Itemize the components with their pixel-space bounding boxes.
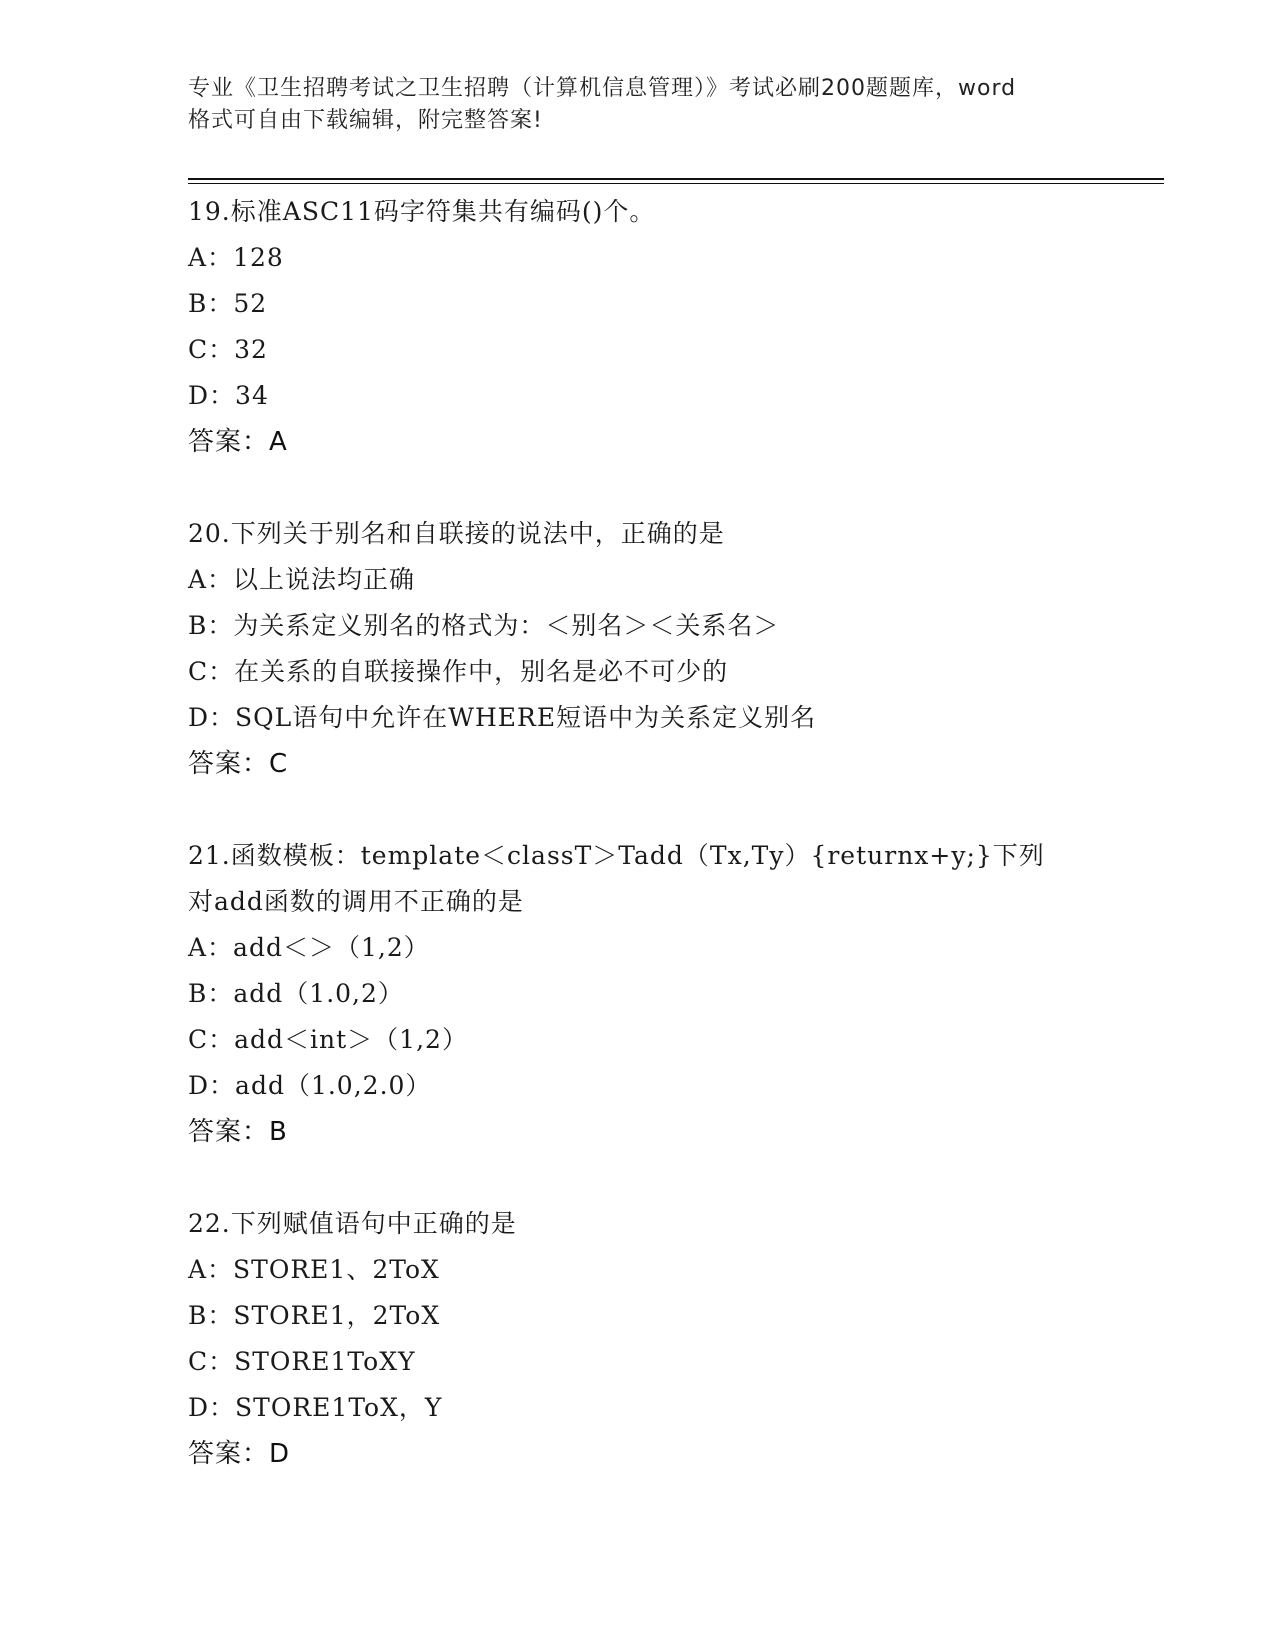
option-c: C：在关系的自联接操作中，别名是必不可少的 — [188, 657, 729, 686]
answer-line: 答案：A — [188, 427, 288, 457]
answer-line: 答案：C — [188, 749, 289, 779]
option-a: A：STORE1、2ToX — [188, 1255, 440, 1284]
question-stem-line-1: 21.函数模板：template＜classT＞Tadd（Tx,Ty）{returnx+y;}下列 — [188, 841, 1045, 870]
question-19 — [188, 189, 1088, 465]
option-a: A：128 — [188, 243, 284, 272]
option-c: C：32 — [188, 335, 268, 364]
option-b: B：add（1.0,2） — [188, 979, 404, 1008]
option-b: B：STORE1，2ToX — [188, 1301, 441, 1330]
option-c: C：STORE1ToXY — [188, 1347, 416, 1376]
option-d: D：STORE1ToX，Y — [188, 1393, 443, 1422]
option-a: A：add＜＞（1,2） — [188, 933, 430, 962]
option-b: B：52 — [188, 289, 268, 318]
question-stem: 22.下列赋值语句中正确的是 — [188, 1209, 517, 1238]
option-b: B：为关系定义别名的格式为：＜别名＞＜关系名＞ — [188, 611, 780, 640]
option-c: C：add＜int＞（1,2） — [188, 1025, 468, 1054]
header-divider-thick — [188, 178, 1164, 180]
question-stem-line-2: 对add函数的调用不正确的是 — [188, 887, 524, 916]
question-stem: 19.标准ASC11码字符集共有编码()个。 — [188, 197, 656, 226]
option-d: D：add（1.0,2.0） — [188, 1071, 432, 1100]
option-d: D：SQL语句中允许在WHERE短语中为关系定义别名 — [188, 703, 817, 732]
question-22 — [188, 1201, 1088, 1477]
header-divider-thin — [188, 183, 1164, 184]
header-line-1: 专业《卫生招聘考试之卫生招聘（计算机信息管理）》考试必刷200题题库，word — [188, 76, 1017, 101]
header-line-2: 格式可自由下载编辑，附完整答案! — [188, 108, 543, 133]
question-20 — [188, 511, 1088, 787]
document-header — [188, 73, 1088, 137]
answer-line: 答案：B — [188, 1117, 288, 1147]
option-a: A：以上说法均正确 — [188, 565, 416, 594]
option-d: D：34 — [188, 381, 269, 410]
question-stem: 20.下列关于别名和自联接的说法中，正确的是 — [188, 519, 725, 548]
answer-line: 答案：D — [188, 1439, 291, 1469]
question-list — [188, 189, 1088, 1523]
question-21 — [188, 833, 1088, 1155]
